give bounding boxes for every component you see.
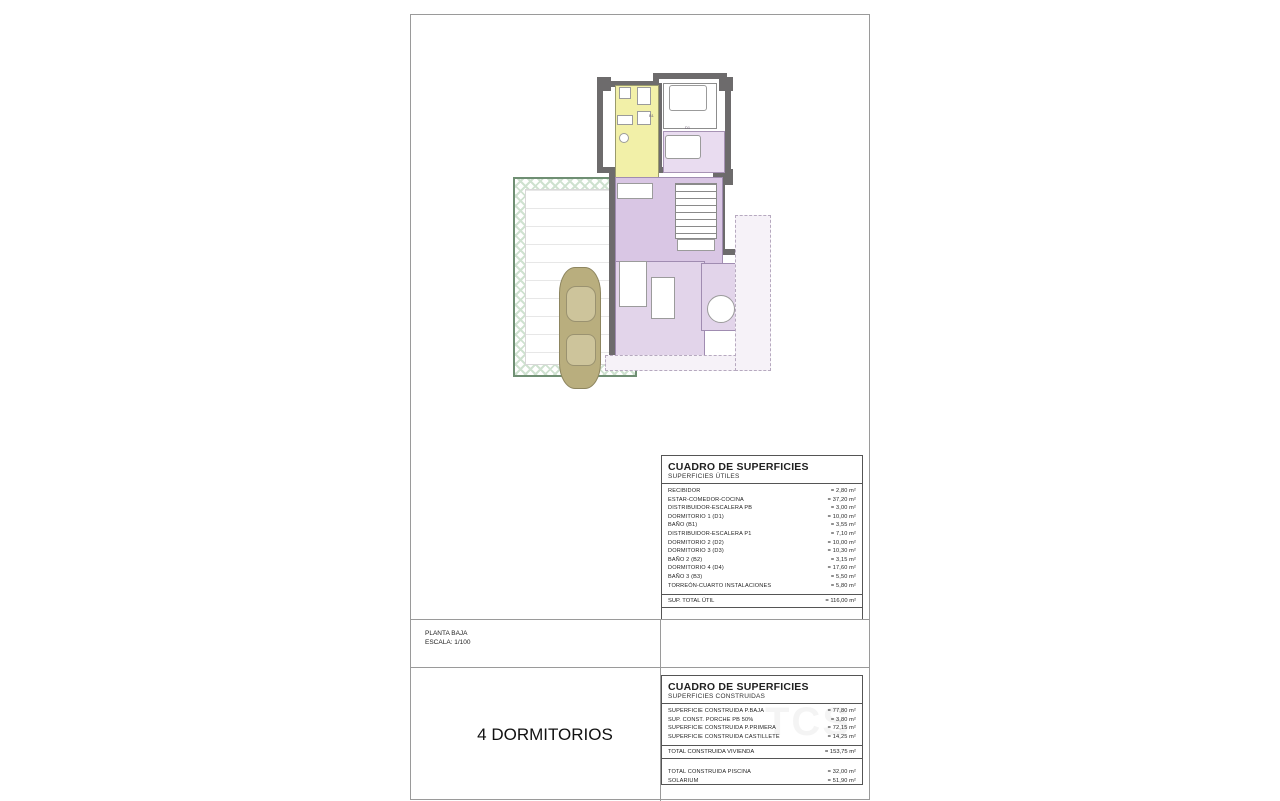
total-value: = 153,75 m² xyxy=(824,749,856,756)
table-row xyxy=(668,582,856,591)
row-value: = 10,30 m² xyxy=(827,548,856,555)
row-value: = 77,80 m² xyxy=(827,708,856,714)
row-label: DORMITORIO 2 (D2) xyxy=(668,539,724,546)
row-value: = 51,90 m² xyxy=(827,777,856,784)
table-utiles-total xyxy=(662,595,862,607)
row-value: = 72,15 m² xyxy=(827,725,856,732)
row-label: DISTRIBUIDOR-ESCALERA PB xyxy=(668,505,753,512)
table-construidas-subtitle: SUPERFICIES CONSTRUIDAS xyxy=(668,693,766,700)
round-table-furniture xyxy=(707,295,735,323)
row-label: TOTAL CONSTRUIDA PISCINA xyxy=(668,769,752,776)
drawing-sheet xyxy=(410,14,870,800)
table-row xyxy=(668,530,856,539)
row-value: = 17,60 m² xyxy=(827,565,856,572)
row-value: = 7,10 m² xyxy=(830,530,856,537)
row-label: DORMITORIO 4 (D4) xyxy=(668,565,724,572)
row-label: TORREÓN-CUARTO INSTALACIONES xyxy=(668,582,772,589)
sheet-divider-mid xyxy=(411,667,869,668)
table-row xyxy=(668,556,856,565)
planta-block xyxy=(425,629,471,647)
row-value: = 5,50 m² xyxy=(830,573,856,580)
floor-plan xyxy=(461,65,821,405)
terrace-outline xyxy=(735,215,771,371)
row-label: BAÑO (B1) xyxy=(668,522,698,529)
row-label: SUP. CONST. PORCHE PB 50% xyxy=(668,716,754,723)
total-label: TOTAL CONSTRUIDA VIVIENDA xyxy=(668,749,755,756)
table-row xyxy=(668,564,856,573)
page-title: 4 DORMITORIOS xyxy=(477,725,613,744)
table-row xyxy=(668,768,856,777)
row-value: = 3,15 m² xyxy=(830,556,856,563)
row-value: = 3,80 m² xyxy=(830,716,856,723)
table-utiles-title: CUADRO DE SUPERFICIES xyxy=(668,461,809,473)
sheet-divider-top xyxy=(411,619,869,620)
hob-icon xyxy=(619,133,629,143)
plan-label-b1: B1 xyxy=(649,113,654,118)
row-label: BAÑO 2 (B2) xyxy=(668,556,703,563)
bed-furniture-1 xyxy=(669,85,707,111)
table-construidas-title: CUADRO DE SUPERFICIES xyxy=(668,681,809,693)
table-row xyxy=(668,547,856,556)
row-label: DORMITORIO 3 (D3) xyxy=(668,548,724,555)
plan-label-d1: D1 xyxy=(685,125,691,130)
kitchen-counter xyxy=(617,183,653,199)
table-utiles-subtitle: SUPERFICIES ÚTILES xyxy=(668,473,740,480)
watermark xyxy=(765,700,851,745)
table-row xyxy=(668,504,856,513)
table-row xyxy=(668,513,856,522)
row-value: = 3,00 m² xyxy=(830,505,856,512)
total-value: = 116,00 m² xyxy=(825,598,856,605)
table-furniture xyxy=(651,277,675,319)
row-value: = 10,00 m² xyxy=(827,513,856,520)
row-label: BAÑO 3 (B3) xyxy=(668,573,703,580)
row-value: = 14,25 m² xyxy=(827,733,856,740)
sofa-furniture xyxy=(619,261,647,307)
table-construidas-extra-rows xyxy=(662,765,862,789)
row-label: ESTAR-COMEDOR-COCINA xyxy=(668,496,744,503)
table-row xyxy=(668,777,856,786)
row-value: = 3,55 m² xyxy=(830,522,856,529)
bed-furniture-2 xyxy=(665,135,701,159)
table-row xyxy=(668,573,856,582)
row-value: = 2,80 m² xyxy=(830,488,856,494)
row-label: DORMITORIO 1 (D1) xyxy=(668,513,724,520)
escala-label: ESCALA: 1/100 xyxy=(425,639,471,646)
sink-icon xyxy=(617,115,633,125)
row-value: = 32,00 m² xyxy=(827,769,856,776)
row-label: SUPERFICIE CONSTRUIDA P.BAJA xyxy=(668,708,765,714)
sheet-divider-vertical xyxy=(660,619,661,801)
table-row xyxy=(668,496,856,505)
row-value: = 37,20 m² xyxy=(827,496,856,503)
wc-furniture xyxy=(637,87,651,105)
total-label: SUP. TOTAL ÚTIL xyxy=(668,598,715,605)
row-label: SUPERFICIE CONSTRUIDA P.PRIMERA xyxy=(668,725,777,732)
stove-icon xyxy=(619,87,631,99)
row-label: SOLARIUM xyxy=(668,777,699,784)
stair-landing xyxy=(677,239,715,251)
table-row xyxy=(668,487,856,496)
planta-label: PLANTA BAJA xyxy=(425,630,468,637)
row-label: DISTRIBUIDOR-ESCALERA P1 xyxy=(668,530,752,537)
table-row xyxy=(668,521,856,530)
table-construidas-total xyxy=(662,746,862,758)
row-value: = 10,00 m² xyxy=(827,539,856,546)
table-utiles-rows xyxy=(662,484,862,594)
table-superficies-utiles xyxy=(661,455,863,620)
row-label: SUPERFICIE CONSTRUIDA CASTILLETE xyxy=(668,733,780,740)
row-label: RECIBIDOR xyxy=(668,488,701,494)
table-row xyxy=(668,539,856,548)
row-value: = 5,80 m² xyxy=(830,582,856,589)
staircase xyxy=(675,183,717,239)
